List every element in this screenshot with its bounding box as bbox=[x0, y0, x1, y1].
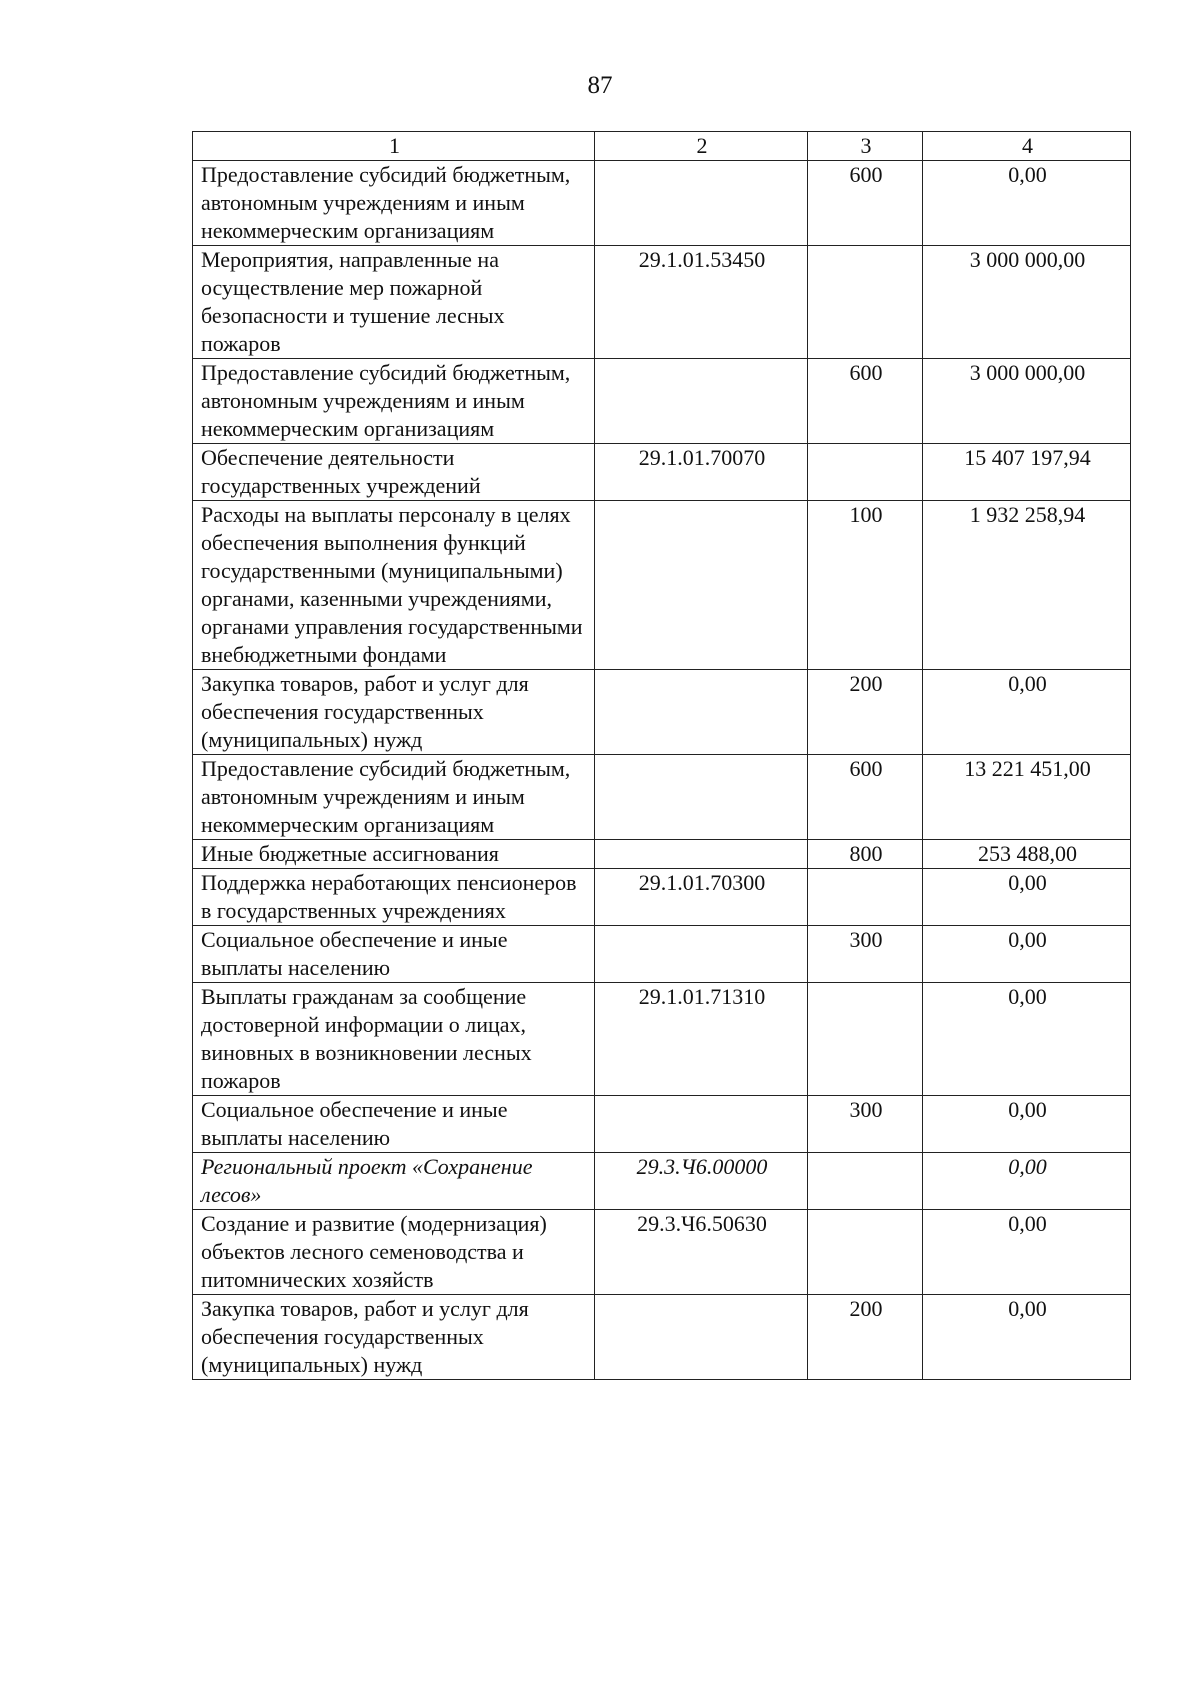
table-row bbox=[193, 983, 1131, 1096]
row-name-cell: Предоставление субсидий бюджетным, автономным учреждениям и иным некоммерческим организациям bbox=[193, 359, 595, 444]
row-code-cell: 29.3.Ч6.00000 bbox=[595, 1153, 808, 1210]
row-code-cell bbox=[595, 359, 808, 444]
row-amount-cell: 0,00 bbox=[923, 161, 1131, 246]
row-name-cell: Предоставление субсидий бюджетным, автономным учреждениям и иным некоммерческим организациям bbox=[193, 161, 595, 246]
row-amount-cell: 253 488,00 bbox=[923, 840, 1131, 869]
table-header bbox=[193, 132, 1131, 161]
row-type-cell bbox=[808, 444, 923, 501]
row-code-cell bbox=[595, 755, 808, 840]
row-name-cell: Мероприятия, направленные на осуществление мер пожарной безопасности и тушение лесных пожаров bbox=[193, 246, 595, 359]
row-amount-cell: 0,00 bbox=[923, 670, 1131, 755]
row-type-cell: 800 bbox=[808, 840, 923, 869]
row-amount-cell: 0,00 bbox=[923, 869, 1131, 926]
row-name-cell: Обеспечение деятельности государственных учреждений bbox=[193, 444, 595, 501]
row-type-cell: 600 bbox=[808, 755, 923, 840]
row-name-cell: Закупка товаров, работ и услуг для обеспечения государственных (муниципальных) нужд bbox=[193, 1295, 595, 1380]
row-name-cell: Иные бюджетные ассигнования bbox=[193, 840, 595, 869]
row-code-cell: 29.3.Ч6.50630 bbox=[595, 1210, 808, 1295]
row-type-cell: 300 bbox=[808, 1096, 923, 1153]
row-amount-cell: 3 000 000,00 bbox=[923, 359, 1131, 444]
row-name-cell: Региональный проект «Сохранение лесов» bbox=[193, 1153, 595, 1210]
row-type-cell: 600 bbox=[808, 359, 923, 444]
row-code-cell bbox=[595, 501, 808, 670]
table-row bbox=[193, 670, 1131, 755]
row-code-cell: 29.1.01.70300 bbox=[595, 869, 808, 926]
row-type-cell: 300 bbox=[808, 926, 923, 983]
row-type-cell: 600 bbox=[808, 161, 923, 246]
row-amount-cell: 13 221 451,00 bbox=[923, 755, 1131, 840]
page-number: 87 bbox=[587, 72, 613, 99]
row-amount-cell: 0,00 bbox=[923, 1210, 1131, 1295]
row-type-cell: 200 bbox=[808, 1295, 923, 1380]
row-code-cell bbox=[595, 840, 808, 869]
row-name-cell: Расходы на выплаты персоналу в целях обеспечения выполнения функций государственными (муниципальными) органами, казенными учреждениями, органами управления государственными внебюджетными фондами bbox=[193, 501, 595, 670]
table-row bbox=[193, 1295, 1131, 1380]
row-name-cell: Поддержка неработающих пенсионеров в государственных учреждениях bbox=[193, 869, 595, 926]
header-row bbox=[193, 132, 1131, 161]
header-column-1: 1 bbox=[193, 132, 595, 161]
table-row bbox=[193, 359, 1131, 444]
row-code-cell: 29.1.01.71310 bbox=[595, 983, 808, 1096]
row-code-cell: 29.1.01.53450 bbox=[595, 246, 808, 359]
row-code-cell bbox=[595, 670, 808, 755]
row-amount-cell: 15 407 197,94 bbox=[923, 444, 1131, 501]
row-name-cell: Предоставление субсидий бюджетным, автономным учреждениям и иным некоммерческим организациям bbox=[193, 755, 595, 840]
row-code-cell bbox=[595, 161, 808, 246]
row-code-cell bbox=[595, 1295, 808, 1380]
table-body bbox=[193, 161, 1131, 1380]
row-type-cell bbox=[808, 1210, 923, 1295]
row-amount-cell: 3 000 000,00 bbox=[923, 246, 1131, 359]
row-amount-cell: 0,00 bbox=[923, 926, 1131, 983]
row-amount-cell: 0,00 bbox=[923, 1295, 1131, 1380]
row-amount-cell: 0,00 bbox=[923, 1096, 1131, 1153]
table-row bbox=[193, 869, 1131, 926]
table-row bbox=[193, 840, 1131, 869]
row-code-cell: 29.1.01.70070 bbox=[595, 444, 808, 501]
row-name-cell: Закупка товаров, работ и услуг для обеспечения государственных (муниципальных) нужд bbox=[193, 670, 595, 755]
row-name-cell: Социальное обеспечение и иные выплаты населению bbox=[193, 1096, 595, 1153]
row-code-cell bbox=[595, 1096, 808, 1153]
row-type-cell bbox=[808, 983, 923, 1096]
table-row bbox=[193, 755, 1131, 840]
header-column-4: 4 bbox=[923, 132, 1131, 161]
table-row bbox=[193, 501, 1131, 670]
row-type-cell bbox=[808, 1153, 923, 1210]
row-code-cell bbox=[595, 926, 808, 983]
row-type-cell: 200 bbox=[808, 670, 923, 755]
row-type-cell bbox=[808, 869, 923, 926]
row-type-cell: 100 bbox=[808, 501, 923, 670]
row-amount-cell: 0,00 bbox=[923, 983, 1131, 1096]
row-amount-cell: 0,00 bbox=[923, 1153, 1131, 1210]
header-column-3: 3 bbox=[808, 132, 923, 161]
row-name-cell: Создание и развитие (модернизация) объектов лесного семеноводства и питомнических хозяйств bbox=[193, 1210, 595, 1295]
row-name-cell: Социальное обеспечение и иные выплаты населению bbox=[193, 926, 595, 983]
table-row bbox=[193, 444, 1131, 501]
table-row bbox=[193, 1096, 1131, 1153]
table-row bbox=[193, 161, 1131, 246]
budget-table bbox=[192, 131, 1131, 1380]
table-row bbox=[193, 246, 1131, 359]
row-type-cell bbox=[808, 246, 923, 359]
row-name-cell: Выплаты гражданам за сообщение достоверной информации о лицах, виновных в возникновении лесных пожаров bbox=[193, 983, 595, 1096]
row-amount-cell: 1 932 258,94 bbox=[923, 501, 1131, 670]
table-row bbox=[193, 1153, 1131, 1210]
table-row bbox=[193, 1210, 1131, 1295]
table-row bbox=[193, 926, 1131, 983]
header-column-2: 2 bbox=[595, 132, 808, 161]
